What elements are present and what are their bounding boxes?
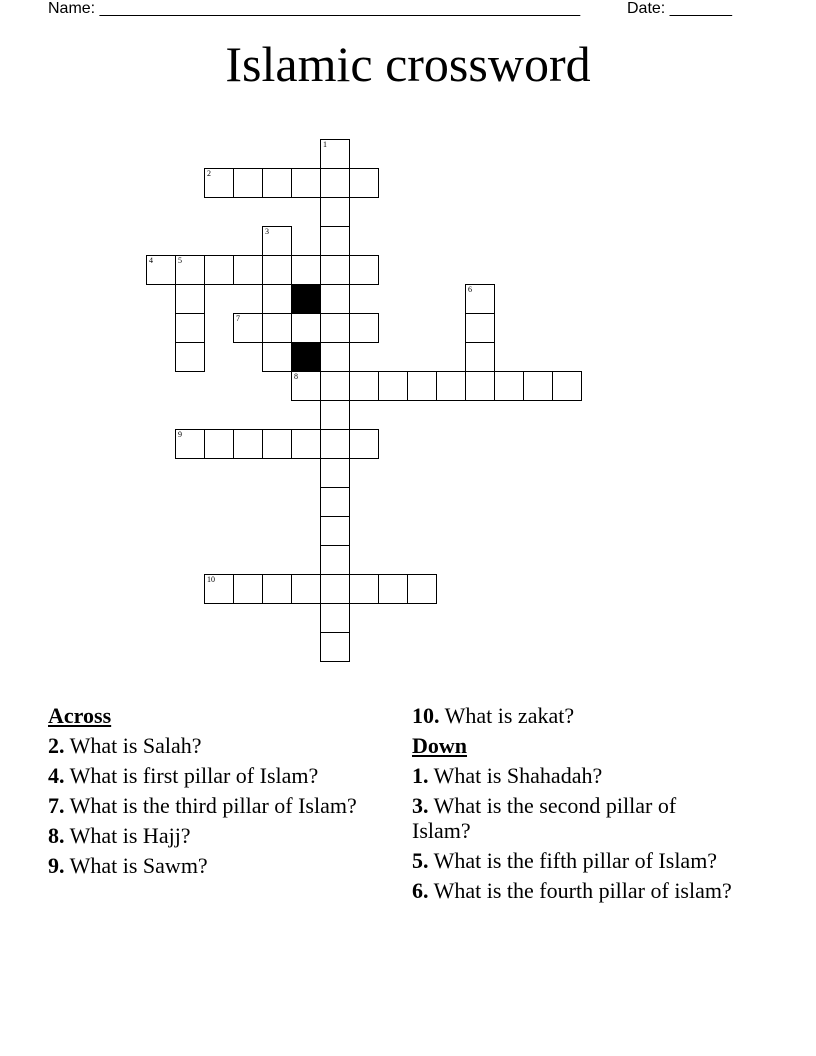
clue-across-9 — [48, 853, 368, 878]
clue-number: 3. — [412, 793, 429, 818]
clue-across-4 — [48, 763, 368, 788]
clue-down-3 — [412, 793, 732, 843]
crossword-cell[interactable] — [320, 255, 350, 285]
cell-number: 3 — [265, 227, 269, 236]
crossword-cell[interactable] — [175, 313, 205, 343]
cell-number: 7 — [236, 314, 240, 323]
crossword-cell[interactable] — [349, 313, 379, 343]
date-field-label: Date: _______ — [627, 0, 732, 17]
clues-right-column — [412, 703, 732, 908]
crossword-cell[interactable] — [204, 255, 234, 285]
crossword-cell[interactable] — [233, 429, 263, 459]
crossword-cell[interactable] — [262, 574, 292, 604]
blocked-cell — [291, 342, 321, 372]
crossword-cell[interactable] — [320, 603, 350, 633]
crossword-cell[interactable] — [291, 371, 321, 401]
crossword-cell[interactable] — [494, 371, 524, 401]
clue-number: 9. — [48, 853, 65, 878]
crossword-cell[interactable] — [349, 255, 379, 285]
crossword-cell[interactable] — [262, 168, 292, 198]
crossword-cell[interactable] — [523, 371, 553, 401]
name-field-label: Name: ______________________________________________________ — [48, 0, 581, 17]
crossword-cell[interactable] — [407, 574, 437, 604]
crossword-cell[interactable] — [320, 139, 350, 169]
clue-across-7 — [48, 793, 368, 818]
crossword-cell[interactable] — [291, 574, 321, 604]
cell-number: 9 — [178, 430, 182, 439]
clue-number: 4. — [48, 763, 65, 788]
clue-text: What is the second pillar of Islam? — [412, 793, 677, 843]
crossword-cell[interactable] — [320, 458, 350, 488]
crossword-cell[interactable] — [436, 371, 466, 401]
crossword-cell[interactable] — [175, 342, 205, 372]
cell-number: 10 — [207, 575, 215, 584]
clue-text: What is first pillar of Islam? — [69, 763, 319, 788]
crossword-cell[interactable] — [262, 226, 292, 256]
cell-number: 6 — [468, 285, 472, 294]
cell-number: 2 — [207, 169, 211, 178]
clue-text: What is the fifth pillar of Islam? — [433, 848, 718, 873]
crossword-cell[interactable] — [204, 574, 234, 604]
crossword-cell[interactable] — [320, 197, 350, 227]
crossword-cell[interactable] — [349, 168, 379, 198]
crossword-cell[interactable] — [320, 545, 350, 575]
crossword-cell[interactable] — [262, 429, 292, 459]
crossword-cell[interactable] — [233, 168, 263, 198]
clue-number: 6. — [412, 878, 429, 903]
crossword-cell[interactable] — [378, 371, 408, 401]
cell-number: 8 — [294, 372, 298, 381]
blocked-cell — [291, 284, 321, 314]
clue-across-2 — [48, 733, 368, 758]
clue-number: 2. — [48, 733, 65, 758]
cell-number: 1 — [323, 140, 327, 149]
crossword-cell[interactable] — [320, 574, 350, 604]
clue-number: 7. — [48, 793, 65, 818]
crossword-cell[interactable] — [204, 429, 234, 459]
clue-text: What is Shahadah? — [433, 763, 603, 788]
page-title: Islamic crossword — [225, 36, 591, 92]
down-heading: Down — [412, 733, 468, 758]
crossword-cell[interactable] — [465, 284, 495, 314]
crossword-cell[interactable] — [233, 574, 263, 604]
crossword-cell[interactable] — [320, 313, 350, 343]
crossword-cell[interactable] — [465, 313, 495, 343]
crossword-cell[interactable] — [320, 284, 350, 314]
crossword-cell[interactable] — [465, 342, 495, 372]
crossword-cell[interactable] — [175, 429, 205, 459]
crossword-cell[interactable] — [378, 574, 408, 604]
crossword-cell[interactable] — [262, 255, 292, 285]
clue-text: What is the fourth pillar of islam? — [433, 878, 732, 903]
clue-number: 5. — [412, 848, 429, 873]
clue-across-10 — [412, 703, 732, 728]
clue-number: 10. — [412, 703, 440, 728]
clues-left-column — [48, 703, 368, 883]
clue-number: 8. — [48, 823, 65, 848]
crossword-cell[interactable] — [349, 574, 379, 604]
crossword-cell[interactable] — [320, 226, 350, 256]
clue-text: What is zakat? — [444, 703, 575, 728]
crossword-cell[interactable] — [291, 255, 321, 285]
crossword-cell[interactable] — [291, 313, 321, 343]
crossword-cell[interactable] — [320, 168, 350, 198]
crossword-cell[interactable] — [233, 255, 263, 285]
clue-down-6 — [412, 878, 732, 903]
crossword-cell[interactable] — [262, 313, 292, 343]
crossword-cell[interactable] — [204, 168, 234, 198]
crossword-cell[interactable] — [552, 371, 582, 401]
clue-text: What is Hajj? — [69, 823, 191, 848]
clue-down-1 — [412, 763, 732, 788]
clue-across-8 — [48, 823, 368, 848]
across-heading: Across — [48, 703, 112, 728]
crossword-cell[interactable] — [175, 284, 205, 314]
crossword-cell[interactable] — [262, 342, 292, 372]
clue-text: What is the third pillar of Islam? — [69, 793, 357, 818]
crossword-cell[interactable] — [320, 342, 350, 372]
clue-down-5 — [412, 848, 732, 873]
crossword-cell[interactable] — [320, 429, 350, 459]
crossword-cell[interactable] — [146, 255, 176, 285]
clue-text: What is Sawm? — [69, 853, 208, 878]
cell-number: 5 — [178, 256, 182, 265]
crossword-cell[interactable] — [320, 516, 350, 546]
clue-number: 1. — [412, 763, 429, 788]
clue-text: What is Salah? — [69, 733, 202, 758]
cell-number: 4 — [149, 256, 153, 265]
crossword-cell[interactable] — [349, 371, 379, 401]
crossword-cell[interactable] — [320, 487, 350, 517]
crossword-cell[interactable] — [349, 429, 379, 459]
crossword-cell[interactable] — [320, 371, 350, 401]
crossword-cell[interactable] — [320, 400, 350, 430]
crossword-cell[interactable] — [175, 255, 205, 285]
crossword-cell[interactable] — [233, 313, 263, 343]
crossword-cell[interactable] — [320, 632, 350, 662]
crossword-cell[interactable] — [465, 371, 495, 401]
crossword-cell[interactable] — [407, 371, 437, 401]
crossword-cell[interactable] — [291, 168, 321, 198]
crossword-cell[interactable] — [291, 429, 321, 459]
crossword-cell[interactable] — [262, 284, 292, 314]
